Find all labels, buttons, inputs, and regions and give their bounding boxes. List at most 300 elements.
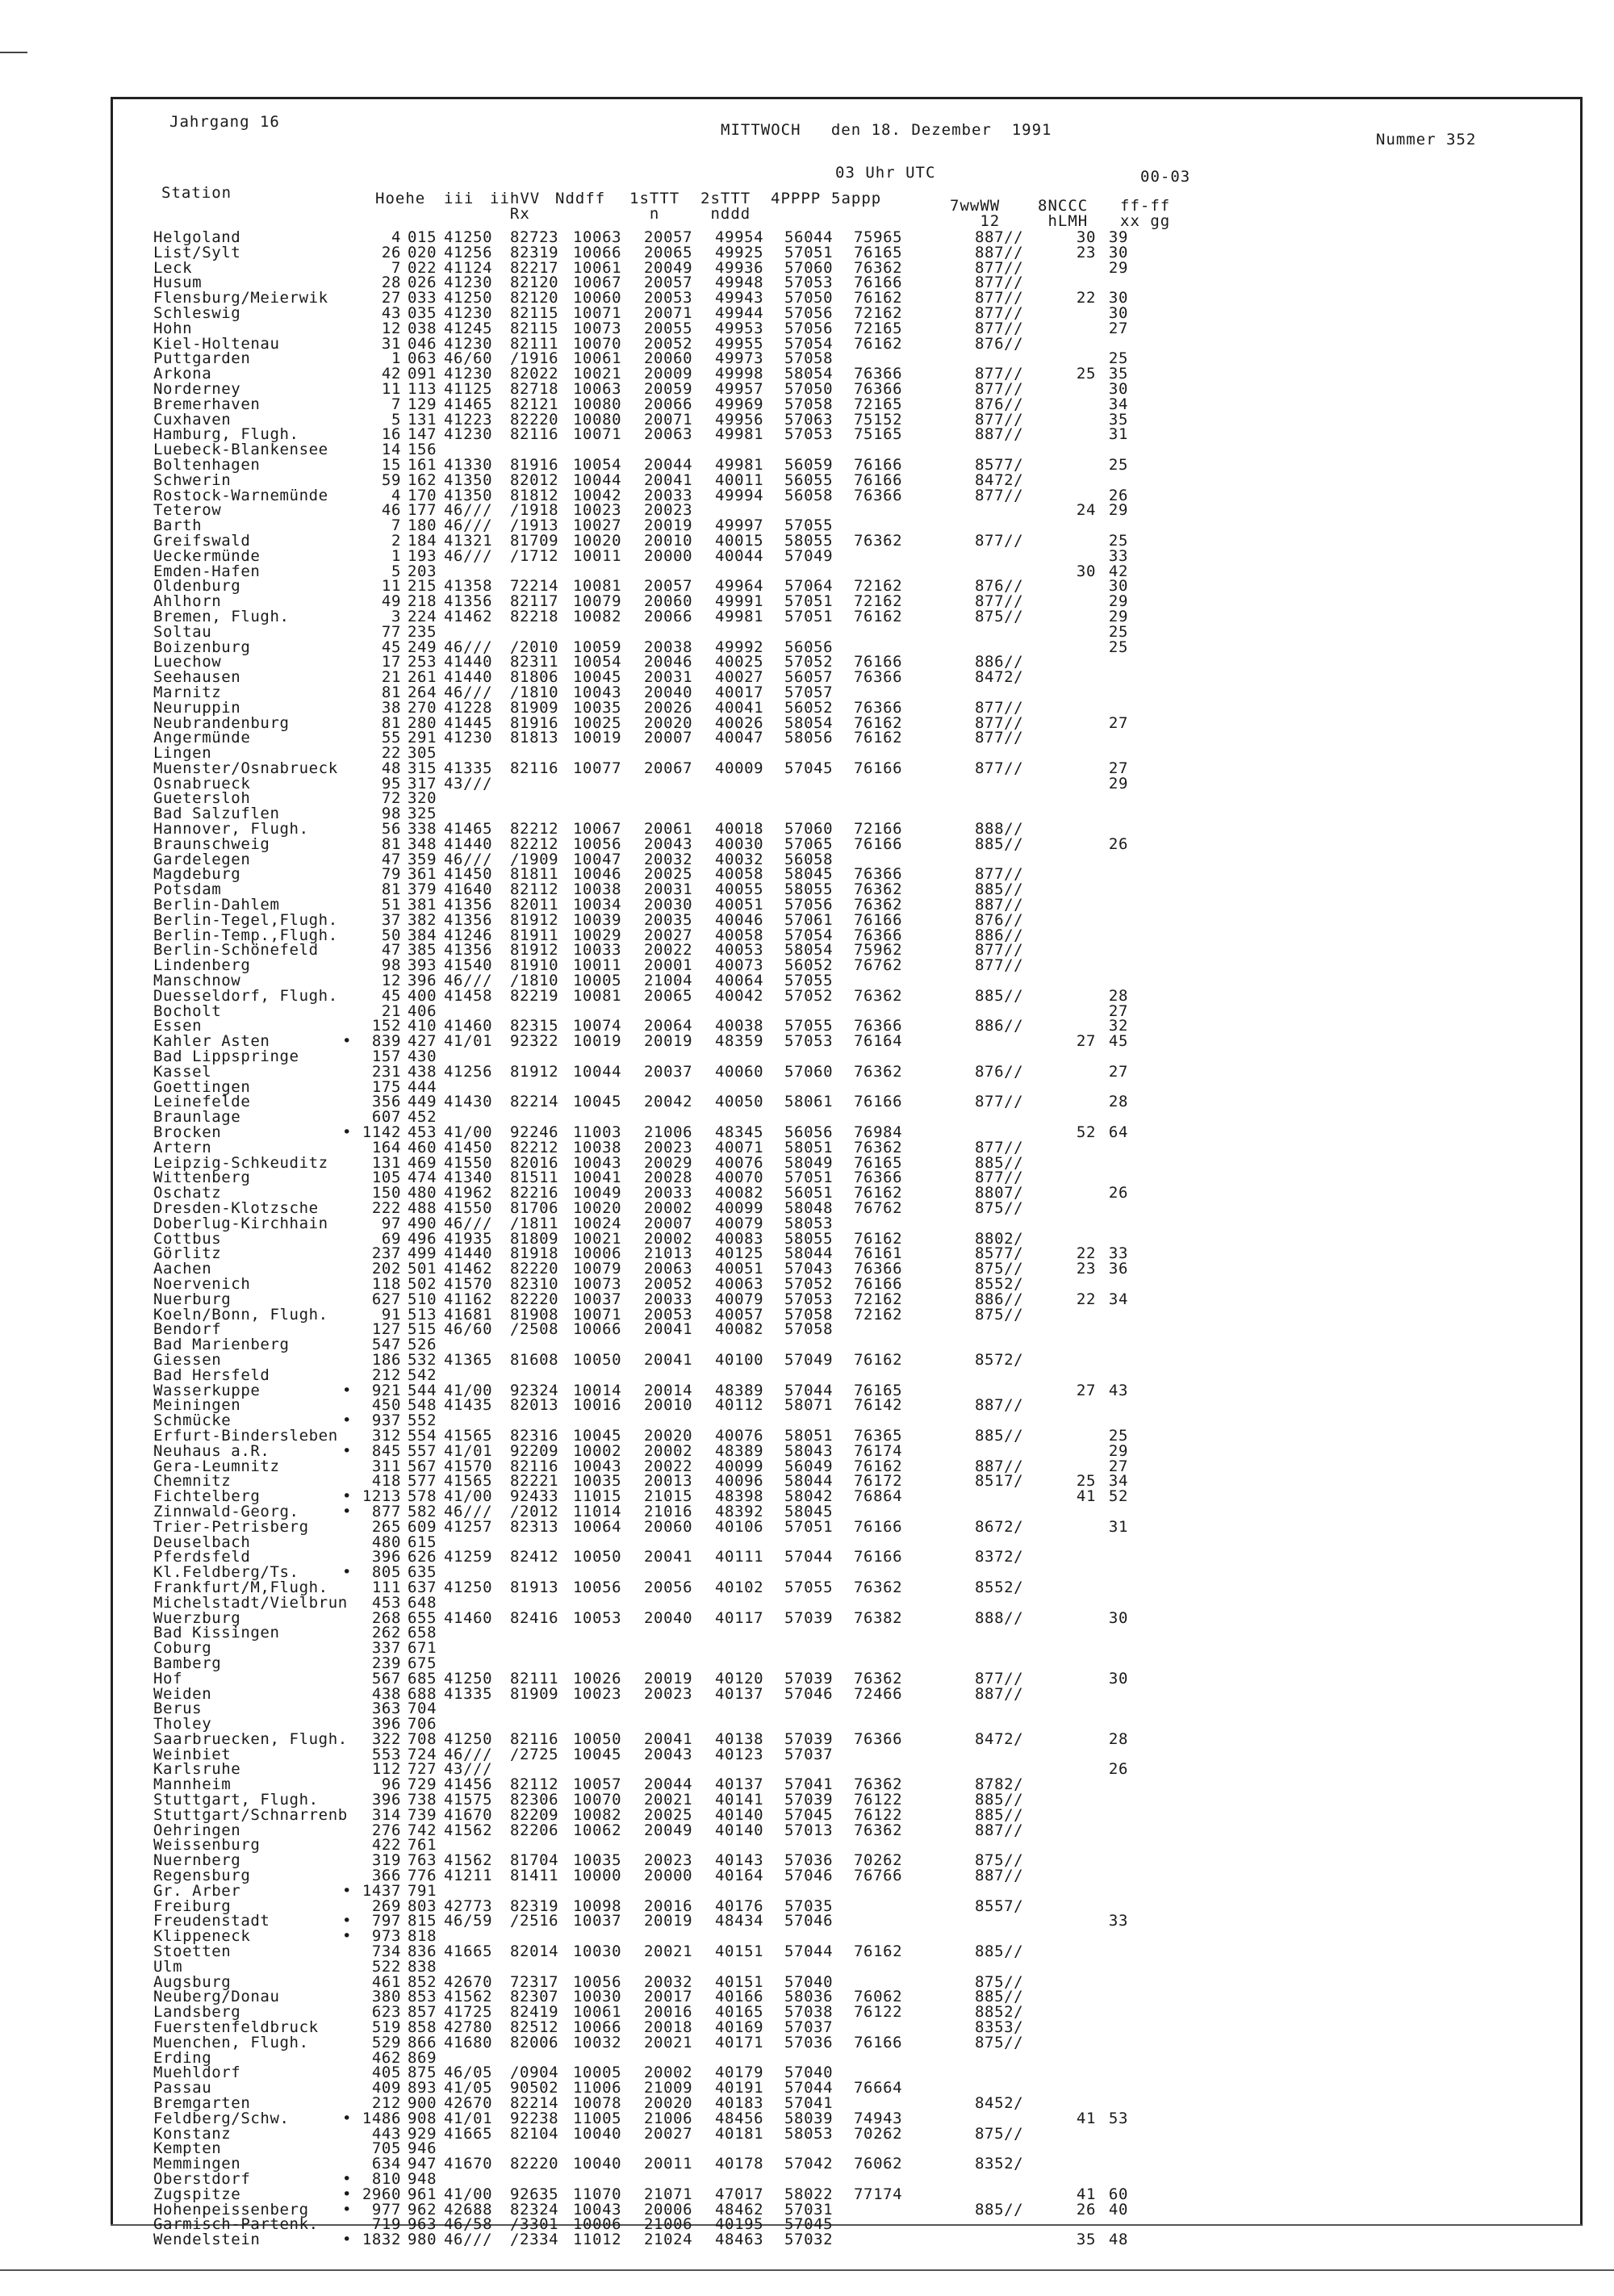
nddff bbox=[510, 1595, 573, 1611]
iii: 962 bbox=[408, 2200, 437, 2219]
ttt2: 20067 bbox=[644, 759, 693, 777]
table-row bbox=[153, 1959, 1340, 1975]
mountain-marker bbox=[335, 1368, 359, 1383]
iihvv: 41565 bbox=[444, 1472, 493, 1491]
ww: 76166 bbox=[854, 834, 903, 853]
iihvv: 46/// bbox=[444, 638, 493, 656]
ff-b bbox=[1096, 1687, 1128, 1702]
nddff: 81709 bbox=[510, 531, 559, 550]
hoehe: 4 bbox=[391, 486, 401, 504]
ncc bbox=[975, 625, 1064, 640]
iihvv: 41440 bbox=[444, 668, 493, 687]
nddff: 81909 bbox=[510, 698, 559, 717]
appp: 58055 bbox=[784, 880, 834, 899]
ww: 76366 bbox=[854, 1169, 903, 1187]
ncc: 8852/ bbox=[975, 2003, 1024, 2022]
ncc: 877// bbox=[975, 1169, 1024, 1187]
appp: 57056 bbox=[784, 896, 834, 914]
ttt1: 10082 bbox=[573, 1805, 622, 1824]
ncc: 888// bbox=[975, 1608, 1024, 1627]
iii: 253 bbox=[408, 653, 437, 671]
table-row bbox=[153, 1595, 1340, 1611]
nddff: 82412 bbox=[510, 1548, 559, 1566]
ww: 76166 bbox=[854, 1093, 903, 1111]
hoehe: 409 bbox=[371, 2079, 401, 2097]
iii: 249 bbox=[408, 638, 437, 656]
pppp: 48389 bbox=[715, 1441, 764, 1460]
hoehe: 607 bbox=[371, 1108, 401, 1127]
ncc bbox=[975, 1656, 1064, 1671]
ff-a bbox=[1064, 1398, 1096, 1413]
appp: 57043 bbox=[784, 1260, 834, 1278]
nddff: /2334 bbox=[510, 2231, 559, 2249]
ww: 76174 bbox=[854, 1441, 903, 1460]
hoehe: 973 bbox=[371, 1927, 401, 1946]
ww: 76165 bbox=[854, 243, 903, 261]
ff-b bbox=[1096, 1838, 1128, 1853]
ff-b: 29 bbox=[1108, 1441, 1128, 1460]
ff-b: 45 bbox=[1108, 1032, 1128, 1051]
mountain-marker bbox=[335, 1156, 359, 1171]
ncc: 885// bbox=[975, 1943, 1024, 1961]
ttt1: 10029 bbox=[573, 926, 622, 944]
mountain-marker bbox=[335, 412, 359, 428]
hoehe: 97 bbox=[381, 1214, 401, 1232]
mountain-marker bbox=[335, 913, 359, 928]
iihvv: 46/// bbox=[444, 972, 493, 990]
ncc bbox=[975, 1884, 1064, 1899]
ttt1: 10071 bbox=[573, 425, 622, 444]
table-row bbox=[153, 2035, 1340, 2051]
mountain-marker bbox=[335, 685, 359, 701]
mountain-marker: • bbox=[341, 1912, 353, 1930]
iihvv: 41250 bbox=[444, 289, 493, 307]
hoehe: 111 bbox=[371, 1578, 401, 1596]
iihvv: 41365 bbox=[444, 1350, 493, 1369]
appp bbox=[784, 791, 854, 806]
iihvv bbox=[444, 1656, 510, 1671]
appp: 58043 bbox=[784, 1441, 834, 1460]
ww: 76366 bbox=[854, 865, 903, 884]
ncc bbox=[975, 776, 1064, 792]
ff-b bbox=[1096, 1216, 1128, 1232]
ff-b bbox=[1096, 701, 1128, 716]
pppp: 40140 bbox=[715, 1821, 764, 1839]
ww: 76166 bbox=[854, 274, 903, 292]
ttt2: 20023 bbox=[644, 1138, 693, 1156]
iii: 325 bbox=[408, 805, 437, 823]
iihvv: 46/// bbox=[444, 546, 493, 565]
ttt1: 10045 bbox=[573, 1426, 622, 1445]
ww: 72162 bbox=[854, 592, 903, 611]
station-name: Boizenburg bbox=[153, 638, 251, 656]
ff-a: 27 bbox=[1076, 1032, 1096, 1051]
ff-a: 35 bbox=[1076, 2231, 1096, 2249]
table-row bbox=[153, 546, 1340, 565]
iihvv: 41/00 bbox=[444, 1381, 493, 1399]
nddff: 82012 bbox=[510, 470, 559, 489]
station-name: Teterow bbox=[153, 501, 222, 520]
ff-b: 31 bbox=[1108, 1517, 1128, 1536]
ff-b bbox=[1096, 867, 1128, 882]
ttt1 bbox=[573, 1656, 644, 1671]
ncc bbox=[975, 1747, 1064, 1763]
table-row bbox=[153, 1671, 1340, 1687]
iii: 170 bbox=[408, 486, 437, 504]
nddff: 90502 bbox=[510, 2079, 559, 2097]
nddff: 82212 bbox=[510, 1138, 559, 1156]
station-name: Seehausen bbox=[153, 668, 241, 687]
nddff: 82111 bbox=[510, 334, 559, 353]
ff-a bbox=[1064, 1929, 1096, 1944]
ttt1: 10032 bbox=[573, 2033, 622, 2051]
ww bbox=[854, 2096, 975, 2111]
ff-a: 22 bbox=[1076, 1290, 1096, 1308]
appp bbox=[784, 776, 854, 792]
ttt2: 20022 bbox=[644, 1457, 693, 1475]
iii: 218 bbox=[408, 592, 437, 611]
iihvv: 41962 bbox=[444, 1184, 493, 1202]
ttt2: 20023 bbox=[644, 1684, 693, 1703]
station-name: Freudenstadt bbox=[153, 1912, 270, 1930]
iihvv: 41250 bbox=[444, 1578, 493, 1596]
table-row bbox=[153, 397, 1340, 412]
ncc: 887// bbox=[975, 228, 1024, 246]
hoehe: 72 bbox=[381, 789, 401, 808]
iii: 852 bbox=[408, 1972, 437, 1991]
hoehe: 157 bbox=[371, 1048, 401, 1066]
mountain-marker bbox=[335, 2005, 359, 2020]
hoehe: 118 bbox=[371, 1274, 401, 1293]
table-row bbox=[153, 1868, 1340, 1884]
ncc: 886// bbox=[975, 1290, 1024, 1308]
pppp: 49981 bbox=[715, 607, 764, 625]
ff-a bbox=[1064, 716, 1096, 731]
hoehe: 529 bbox=[371, 2033, 401, 2051]
ttt1: 10046 bbox=[573, 865, 622, 884]
iihvv: 41440 bbox=[444, 653, 493, 671]
mountain-marker bbox=[335, 1049, 359, 1064]
ncc: 887// bbox=[975, 896, 1024, 914]
pppp: 49991 bbox=[715, 592, 764, 611]
pppp: 40057 bbox=[715, 1305, 764, 1324]
iii: 022 bbox=[408, 258, 437, 277]
pppp: 49964 bbox=[715, 577, 764, 596]
station-name: Lindenberg bbox=[153, 956, 251, 975]
appp: 56058 bbox=[784, 850, 834, 868]
page-title: MITTWOCH den 18. Dezember 1991 bbox=[721, 121, 1052, 139]
nddff: 81916 bbox=[510, 713, 559, 732]
station-name: Berlin-Schönefeld bbox=[153, 941, 319, 960]
mountain-marker bbox=[335, 1671, 359, 1687]
iihvv: 41460 bbox=[444, 1608, 493, 1627]
ff-a bbox=[1064, 685, 1096, 701]
pppp: 40038 bbox=[715, 1017, 764, 1035]
pppp: 40060 bbox=[715, 1062, 764, 1081]
appp: 57052 bbox=[784, 986, 834, 1005]
ttt2: 21004 bbox=[644, 972, 693, 990]
mountain-marker bbox=[335, 1080, 359, 1095]
nddff: 82723 bbox=[510, 228, 559, 246]
station-name: Bad Lippspringe bbox=[153, 1048, 299, 1066]
appp: 57057 bbox=[784, 683, 834, 701]
ff-a bbox=[1064, 1671, 1096, 1687]
hoehe: 69 bbox=[381, 1229, 401, 1248]
station-name: Coburg bbox=[153, 1639, 212, 1658]
ttt1 bbox=[573, 1368, 644, 1383]
mountain-marker bbox=[335, 1732, 359, 1747]
nddff: 72214 bbox=[510, 577, 559, 596]
ww: 76162 bbox=[854, 729, 903, 747]
nddff: 82306 bbox=[510, 1791, 559, 1809]
nddff: 81511 bbox=[510, 1169, 559, 1187]
ww: 76166 bbox=[854, 910, 903, 929]
iihvv: 41/00 bbox=[444, 1487, 493, 1506]
hoehe: 553 bbox=[371, 1745, 401, 1763]
ff-a bbox=[1064, 791, 1096, 806]
nddff: 81706 bbox=[510, 1199, 559, 1217]
appp bbox=[784, 1595, 854, 1611]
ww: 76362 bbox=[854, 1578, 903, 1596]
ff-b: 28 bbox=[1108, 1093, 1128, 1111]
ttt1 bbox=[573, 1959, 644, 1975]
station-name: Bremerhaven bbox=[153, 395, 261, 413]
ttt2: 20002 bbox=[644, 1441, 693, 1460]
ttt2: 21071 bbox=[644, 2185, 693, 2203]
iihvv: 41562 bbox=[444, 1988, 493, 2006]
ncc bbox=[975, 1641, 1064, 1656]
station-name: Stoetten bbox=[153, 1943, 232, 1961]
ff-a: 52 bbox=[1076, 1123, 1096, 1142]
ttt2: 20052 bbox=[644, 1274, 693, 1293]
ncc bbox=[975, 1444, 1064, 1459]
iihvv: 46/// bbox=[444, 516, 493, 535]
iii: 317 bbox=[408, 774, 437, 793]
mountain-marker: • bbox=[341, 1502, 353, 1520]
table-row bbox=[153, 1094, 1340, 1110]
ff-b bbox=[1096, 1504, 1128, 1520]
station-name: Erfurt-Bindersleben bbox=[153, 1426, 338, 1445]
iihvv: 41228 bbox=[444, 698, 493, 717]
iii: 578 bbox=[408, 1487, 437, 1506]
iihvv bbox=[444, 791, 510, 806]
nddff: 82212 bbox=[510, 820, 559, 839]
pppp: 40030 bbox=[715, 834, 764, 853]
mountain-marker bbox=[335, 1261, 359, 1277]
nddff: 92433 bbox=[510, 1487, 559, 1506]
ttt1: 11012 bbox=[573, 2231, 622, 2249]
ttt1: 10061 bbox=[573, 2003, 622, 2022]
ww: 76172 bbox=[854, 1472, 903, 1491]
ncc bbox=[975, 2065, 1064, 2081]
iii: 193 bbox=[408, 546, 437, 565]
nddff: 82220 bbox=[510, 2155, 559, 2173]
ff-b bbox=[1096, 1823, 1128, 1838]
mountain-marker bbox=[335, 2141, 359, 2156]
hoehe: 46 bbox=[381, 501, 401, 520]
ncc: 877// bbox=[975, 759, 1024, 777]
pppp: 48345 bbox=[715, 1123, 764, 1142]
iii: 671 bbox=[408, 1639, 437, 1658]
table-row bbox=[153, 2111, 1340, 2127]
iii: 688 bbox=[408, 1684, 437, 1703]
hoehe: 734 bbox=[371, 1943, 401, 1961]
ttt1: 10066 bbox=[573, 243, 622, 261]
nddff: /2012 bbox=[510, 1502, 559, 1520]
ttt1 bbox=[573, 1884, 644, 1899]
iii: 264 bbox=[408, 683, 437, 701]
station-name: Weissenburg bbox=[153, 1836, 261, 1855]
nddff bbox=[510, 1656, 573, 1671]
ttt1: 10061 bbox=[573, 258, 622, 277]
pppp: 40100 bbox=[715, 1350, 764, 1369]
mountain-marker bbox=[335, 1853, 359, 1868]
iihvv bbox=[444, 1641, 510, 1656]
hoehe: 79 bbox=[381, 865, 401, 884]
ttt1: 10064 bbox=[573, 1517, 622, 1536]
station-name: Schwerin bbox=[153, 470, 232, 489]
ff-a bbox=[1064, 1595, 1096, 1611]
appp: 58055 bbox=[784, 531, 834, 550]
ff-a bbox=[1064, 776, 1096, 792]
iihvv: 41665 bbox=[444, 2124, 493, 2143]
iihvv: 41562 bbox=[444, 1821, 493, 1839]
appp: 57056 bbox=[784, 303, 834, 322]
ttt2: 20002 bbox=[644, 2064, 693, 2082]
ff-b bbox=[1096, 1656, 1128, 1671]
pppp: 40171 bbox=[715, 2033, 764, 2051]
appp: 57053 bbox=[784, 1290, 834, 1308]
table-row bbox=[153, 698, 1340, 717]
ff-b: 27 bbox=[1108, 1002, 1128, 1020]
appp: 58049 bbox=[784, 1153, 834, 1172]
table-row bbox=[153, 245, 1340, 261]
station-name: Bremen, Flugh. bbox=[153, 607, 290, 625]
iii: 038 bbox=[408, 319, 437, 337]
hoehe: 42 bbox=[381, 365, 401, 383]
appp: 57055 bbox=[784, 1017, 834, 1035]
table-row bbox=[153, 1504, 1340, 1520]
ttt1: 10071 bbox=[573, 303, 622, 322]
appp: 57035 bbox=[784, 1897, 834, 1915]
iii: 177 bbox=[408, 501, 437, 520]
appp: 57060 bbox=[784, 258, 834, 277]
ncc: 8517/ bbox=[975, 1472, 1024, 1491]
ff-b: 35 bbox=[1108, 365, 1128, 383]
station-name: Giessen bbox=[153, 1350, 222, 1369]
ncc bbox=[975, 685, 1064, 701]
ttt1: 10024 bbox=[573, 1214, 622, 1232]
table-row bbox=[153, 1064, 1340, 1080]
ttt2: 20056 bbox=[644, 1578, 693, 1596]
appp: 58053 bbox=[784, 2124, 834, 2143]
iihvv: 41162 bbox=[444, 1290, 493, 1308]
station-name: Tholey bbox=[153, 1715, 212, 1734]
table-row bbox=[153, 1398, 1340, 1413]
ttt2: 20016 bbox=[644, 1897, 693, 1915]
table-row bbox=[153, 1549, 1340, 1565]
ff-a bbox=[1064, 1307, 1096, 1323]
ff-b: 53 bbox=[1108, 2109, 1128, 2127]
station-name: Oehringen bbox=[153, 1821, 241, 1839]
appp: 57055 bbox=[784, 1578, 834, 1596]
station-name: Fichtelberg bbox=[153, 1487, 261, 1506]
ff-b: 29 bbox=[1108, 607, 1128, 625]
nddff bbox=[510, 1049, 573, 1064]
mountain-marker bbox=[335, 1701, 359, 1717]
iihvv: 46/// bbox=[444, 683, 493, 701]
mountain-marker: • bbox=[341, 2170, 353, 2188]
table-row bbox=[153, 2096, 1340, 2111]
ttt1: 10071 bbox=[573, 1305, 622, 1324]
iihvv: 41450 bbox=[444, 865, 493, 884]
mountain-marker bbox=[335, 655, 359, 670]
ww: 76162 bbox=[854, 1457, 903, 1475]
ff-b: 25 bbox=[1108, 622, 1128, 641]
ttt1: 10030 bbox=[573, 1943, 622, 1961]
iihvv bbox=[444, 1595, 510, 1611]
ttt2: 20040 bbox=[644, 1608, 693, 1627]
ncc bbox=[975, 1034, 1064, 1049]
ttt2: 20041 bbox=[644, 1548, 693, 1566]
appp: 58044 bbox=[784, 1472, 834, 1491]
iihvv: 41935 bbox=[444, 1229, 493, 1248]
ttt1: 10067 bbox=[573, 820, 622, 839]
iihvv: 41230 bbox=[444, 365, 493, 383]
ff-a bbox=[1064, 1504, 1096, 1520]
ttt2: 21006 bbox=[644, 2215, 693, 2234]
ff-a bbox=[1064, 261, 1096, 276]
ff-a bbox=[1064, 1428, 1096, 1444]
ff-a bbox=[1064, 1762, 1096, 1777]
col-hoehe: Hoehe bbox=[375, 190, 426, 207]
ff-a bbox=[1064, 1838, 1096, 1853]
iii: 444 bbox=[408, 1077, 437, 1096]
ttt2 bbox=[644, 791, 715, 806]
table-row bbox=[153, 776, 1340, 792]
ncc: 877// bbox=[975, 410, 1024, 429]
table-row bbox=[153, 986, 1340, 1005]
pppp bbox=[715, 1959, 784, 1975]
hoehe: 175 bbox=[371, 1077, 401, 1096]
iii: 648 bbox=[408, 1593, 437, 1612]
nddff: 82104 bbox=[510, 2124, 559, 2143]
ttt2: 20041 bbox=[644, 1729, 693, 1748]
hoehe: 47 bbox=[381, 941, 401, 960]
ttt2: 20063 bbox=[644, 425, 693, 444]
station-name: Konstanz bbox=[153, 2124, 232, 2143]
ff-a bbox=[1064, 973, 1096, 989]
ttt1: 10057 bbox=[573, 1775, 622, 1794]
table-row bbox=[153, 1608, 1340, 1627]
ttt2 bbox=[644, 776, 715, 792]
ff-b bbox=[1096, 2051, 1128, 2066]
ncc: 8672/ bbox=[975, 1517, 1024, 1536]
ttt2: 20057 bbox=[644, 228, 693, 246]
iii: 113 bbox=[408, 379, 437, 398]
table-row bbox=[153, 533, 1340, 549]
hoehe: 239 bbox=[371, 1654, 401, 1672]
ww: 76062 bbox=[854, 2155, 903, 2173]
ff-a bbox=[1064, 1368, 1096, 1383]
pppp: 49992 bbox=[715, 638, 764, 656]
iii: 635 bbox=[408, 1563, 437, 1582]
ttt2: 20000 bbox=[644, 1867, 693, 1885]
hoehe: 719 bbox=[371, 2215, 401, 2234]
ff-a bbox=[1064, 2127, 1096, 2142]
ff-a bbox=[1064, 625, 1096, 640]
ww bbox=[854, 1959, 975, 1975]
